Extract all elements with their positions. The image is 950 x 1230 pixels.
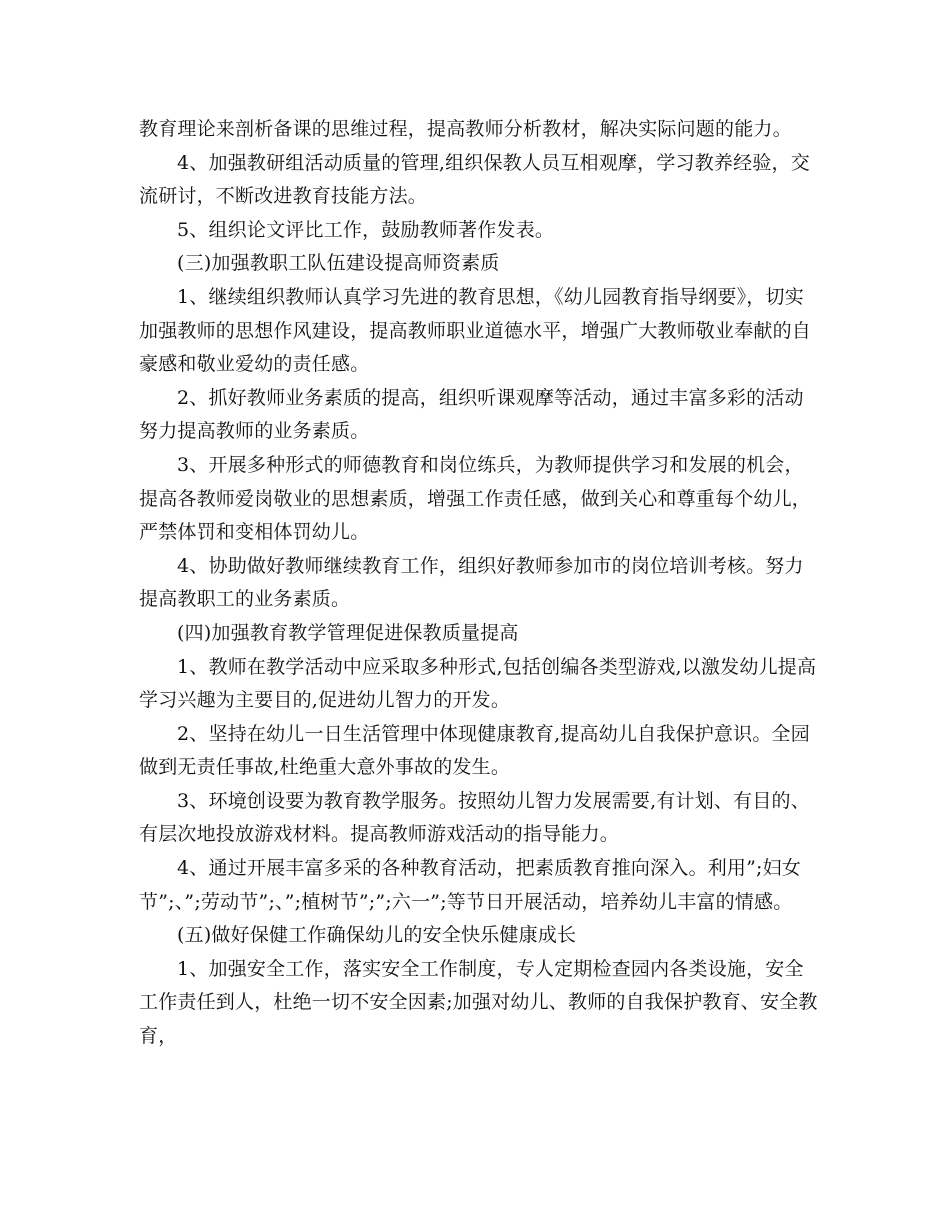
paragraph: 4、协助做好教师继续教育工作，组织好教师参加市的岗位培训考核。努力提高教职工的业务素质。 [139,554,804,611]
paragraph: 2、坚持在幼儿一日生活管理中体现健康教育,提高幼儿自我保护意识。全园做到无责任事故,杜绝重大意外事故的发生。 [139,722,810,779]
paragraph: 4、通过开展丰富多采的各种教育活动，把素质教育推向深入。利用”;妇女节”;、”;劳动节”;、”;植树节”;”;六一”;等节日开展活动，培养幼儿丰富的情感。 [139,857,802,913]
paragraph: 1、加强安全工作，落实安全工作制度，专人定期检查园内各类设施，安全工作责任到人，杜绝一切不安全因素;加强对幼儿、教师的自我保护教育、安全教育， [139,957,818,1048]
document-body [139,113,819,1054]
section-heading: (四)加强教育教学管理促进保教质量提高 [177,621,519,644]
paragraph: 1、教师在教学活动中应采取多种形式,包括创编各类型游戏,以激发幼儿提高学习兴趣为主要目的,促进幼儿智力的开发。 [139,655,817,712]
paragraph: 4、加强教研组活动质量的管理,组织保教人员互相观摩，学习教养经验，交流研讨，不断改进教育技能方法。 [139,151,810,208]
section-heading: (三)加强教职工队伍建设提高师资素质 [177,252,500,275]
paragraph: 教育理论来剖析备课的思维过程，提高教师分析教材，解决实际问题的能力。 [139,118,792,140]
section-heading: (五)做好保健工作确保幼儿的安全快乐健康成长 [177,924,577,947]
paragraph: 1、继续组织教师认真学习先进的教育思想，《幼儿园教育指导纲要》，切实加强教师的思想作风建设，提高教师职业道德水平，增强广大教师敬业奉献的自豪感和敬业爱幼的责任感。 [139,285,812,376]
paragraph: 3、环境创设要为教育教学服务。按照幼儿智力发展需要,有计划、有目的、有层次地投放游戏材料。提高教师游戏活动的指导能力。 [139,789,810,846]
paragraph: 2、抓好教师业务素质的提高，组织听课观摩等活动，通过丰富多彩的活动努力提高教师的业务素质。 [139,386,804,443]
paragraph: 3、开展多种形式的师德教育和岗位练兵，为教师提供学习和发展的机会，提高各教师爱岗敬业的思想素质，增强工作责任感，做到关心和尊重每个幼儿，严禁体罚和变相体罚幼儿。 [139,453,812,544]
paragraph: 5、组织论文评比工作，鼓励教师著作发表。 [177,218,555,241]
